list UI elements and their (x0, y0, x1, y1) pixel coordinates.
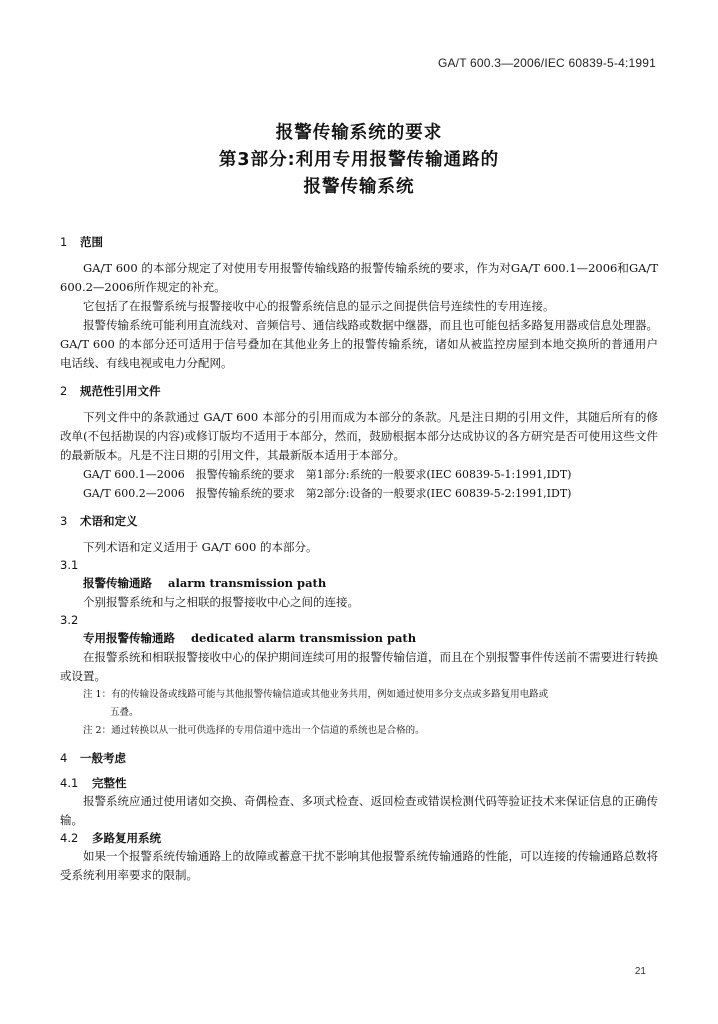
normative-reference-2: GA/T 600.2—2006 报警传输系统的要求 第2部分:设备的一般要求(IEC 60839-5-2:1991,IDT) (83, 487, 572, 500)
term-3-1-definition: 个别报警系统和与之相联的报警接收中心之间的连接。 (83, 595, 359, 609)
section-title: 术语和定义 (80, 514, 138, 528)
section-4-heading (60, 750, 658, 767)
section-title: 范围 (80, 235, 103, 249)
note-1: 注 1：有的传输设备或线路可能与其他报警传输信道或其他业务共用，例如通过使用多分支点或多路复用电路或 (83, 689, 549, 700)
title-line-3: 报警传输系统 (303, 177, 415, 197)
title-line-1: 报警传输系统的要求 (275, 123, 443, 143)
section-2-heading (60, 383, 658, 400)
section-1-paragraph-3: 报警传输系统可能利用直流线对、音频信号、通信线路或数据中继器，而且也可能包括多路复用器或信息处理器。GA/T 600 的本部分还可适用于信号叠加在其他业务上的报警传输系统，诸如从被监控房屋到本地交换所的普通用户电话线、有线电视或电力分配网。 (60, 318, 658, 370)
section-2-paragraph-1: 下列文件中的条款通过 GA/T 600 本部分的引用而成为本部分的条款。凡是注日期的引用文件，其随后所有的修改单(不包括勘误的内容)或修订版均不适用于本部分，然而，鼓励根据本部分达成协议的各方研究是否可使用这些文件的最新版本。凡是不注日期的引用文件，其最新版本适用于本部分。 (60, 410, 658, 462)
subsection-4-1-heading (60, 775, 658, 792)
section-number: 2 (60, 384, 68, 398)
subsection-number: 4.2 (60, 831, 79, 845)
page-number: 21 (634, 966, 646, 977)
document-body (60, 234, 658, 885)
term-3-2 (60, 629, 658, 648)
term-3-1 (60, 574, 658, 593)
note-1-continuation: 五叠。 (110, 707, 139, 718)
subsection-title: 多路复用系统 (92, 831, 161, 845)
section-3-paragraph-1: 下列术语和定义适用于 GA/T 600 的本部分。 (83, 540, 318, 554)
section-1-paragraph-1: GA/T 600 的本部分规定了对使用专用报警传输线路的报警传输系统的要求，作为对GA/T 600.1—2006和GA/T 600.2—2006所作规定的补充。 (60, 261, 658, 294)
title-line-2: 第3部分:利用专用报警传输通路的 (218, 150, 500, 170)
subsection-4-2-paragraph: 如果一个报警系统传输通路上的故障或蓄意干扰不影响其他报警系统传输通路的性能，可以连接的传输通路总数将受系统利用率要求的限制。 (60, 849, 658, 882)
term-3-1-number: 3.1 (60, 558, 79, 572)
term-3-2-definition: 在报警系统和相联报警接收中心的保护期间连续可用的报警传输信道，而且在个别报警事件传送前不需要进行转换或设置。 (60, 650, 658, 683)
term-chinese: 专用报警传输通路 (83, 631, 175, 645)
standard-identifier: GA/T 600.3—2006/IEC 60839-5-4:1991 (437, 56, 656, 70)
subsection-title: 完整性 (92, 776, 127, 790)
normative-reference-1: GA/T 600.1—2006 报警传输系统的要求 第1部分:系统的一般要求(IEC 60839-5-1:1991,IDT) (83, 468, 572, 481)
section-number: 1 (60, 235, 68, 249)
section-number: 4 (60, 751, 68, 765)
section-title: 一般考虑 (80, 751, 126, 765)
subsection-number: 4.1 (60, 776, 79, 790)
section-1-heading (60, 234, 658, 251)
section-3-heading (60, 513, 658, 530)
section-number: 3 (60, 514, 68, 528)
term-english: dedicated alarm transmission path (191, 631, 417, 645)
term-3-2-number: 3.2 (60, 613, 79, 627)
subsection-4-2-heading (60, 830, 658, 847)
subsection-4-1-paragraph: 报警系统应通过使用诸如交换、奇偶检查、多项式检查、返回检查或错误检测代码等验证技术来保证信息的正确传输。 (60, 794, 658, 827)
term-chinese: 报警传输通路 (83, 576, 152, 590)
section-1-paragraph-2: 它包括了在报警系统与报警接收中心的报警系统信息的显示之间提供信号连续性的专用连接。 (83, 299, 555, 313)
document-title (0, 120, 718, 201)
section-title: 规范性引用文件 (80, 384, 161, 398)
note-2: 注 2：通过转换以从一批可供选择的专用信道中选出一个信道的系统也是合格的。 (83, 725, 425, 736)
term-english: alarm transmission path (168, 576, 327, 590)
